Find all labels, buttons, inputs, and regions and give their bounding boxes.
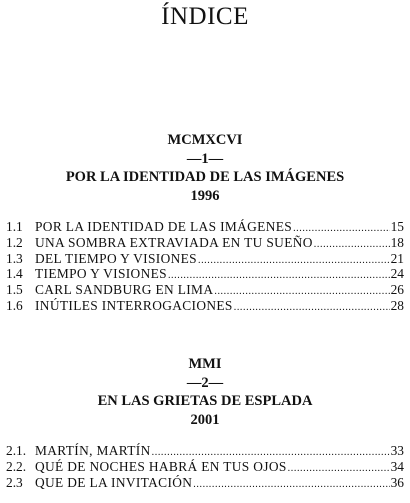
toc-entry-number: 2.2. [6, 458, 27, 474]
dot-leader [314, 237, 390, 253]
toc-entry-title: MARTÍN, MARTÍN [35, 443, 151, 458]
toc-entry-number: 1.2 [6, 234, 23, 250]
toc-entry-number: 1.1 [6, 219, 23, 234]
toc-entry[interactable] [6, 475, 404, 491]
toc-entry-title: POR LA IDENTIDAD DE LAS IMÁGENES [35, 219, 293, 234]
toc-entry-number: 2.1. [6, 443, 27, 458]
section-1-year: 1996 [190, 188, 220, 204]
toc-entry-page: 24 [390, 266, 404, 282]
toc-entry-title: QUÉ DE NOCHES HABRÁ EN TUS OJOS [35, 458, 287, 474]
toc-entry-title: DEL TIEMPO Y VISIONES [35, 250, 197, 266]
toc-entry-title: CARL SANDBURG EN LIMA [35, 282, 214, 298]
toc-entry[interactable] [6, 443, 404, 459]
section-2-number: —2— [186, 375, 224, 391]
section-1-title: POR LA IDENTIDAD DE LAS IMÁGENES [65, 169, 345, 185]
section-2-entries [6, 443, 404, 490]
section-2-roman-year: MMI [188, 356, 222, 372]
toc-entry[interactable] [6, 282, 404, 298]
section-2-title: EN LAS GRIETAS DE ESPLADA [97, 393, 313, 409]
toc-entry[interactable] [6, 219, 404, 235]
dot-leader [288, 461, 390, 477]
toc-entry[interactable] [6, 251, 404, 267]
toc-entry-title: TIEMPO Y VISIONES [35, 266, 167, 282]
dot-leader [214, 284, 389, 300]
toc-entry-title: UNA SOMBRA EXTRAVIADA EN TU SUEÑO [35, 234, 313, 250]
toc-entry[interactable] [6, 459, 404, 475]
toc-entry-title: INÚTILES INTERROGACIONES [35, 297, 233, 313]
page-title: ÍNDICE [161, 3, 249, 30]
toc-entry-page: 18 [390, 234, 404, 250]
toc-entry[interactable] [6, 235, 404, 251]
toc-entry[interactable] [6, 298, 404, 314]
section-1-number: —1— [186, 151, 224, 167]
toc-entry-number: 1.4 [6, 266, 23, 282]
toc-entry-page: 26 [390, 282, 404, 298]
section-2-year: 2001 [190, 412, 220, 428]
section-1-roman-year: MCMXCVI [167, 132, 243, 148]
section-1-entries [6, 219, 404, 314]
toc-entry-page: 28 [390, 297, 404, 313]
toc-entry-page: 36 [390, 474, 404, 490]
toc-entry-page: 21 [390, 250, 404, 266]
toc-entry-number: 2.3 [6, 474, 23, 490]
toc-entry-number: 1.6 [6, 297, 23, 313]
toc-entry-page: 33 [390, 443, 404, 458]
dot-leader [234, 300, 390, 316]
dot-leader [198, 253, 390, 269]
dot-leader [193, 477, 389, 493]
toc-entry-number: 1.3 [6, 250, 23, 266]
toc-entry-page: 15 [390, 219, 404, 234]
toc-entry-title: QUE DE LA INVITACIÓN [35, 474, 193, 490]
toc-entry[interactable] [6, 266, 404, 282]
toc-entry-number: 1.5 [6, 282, 23, 298]
toc-entry-page: 34 [390, 458, 404, 474]
